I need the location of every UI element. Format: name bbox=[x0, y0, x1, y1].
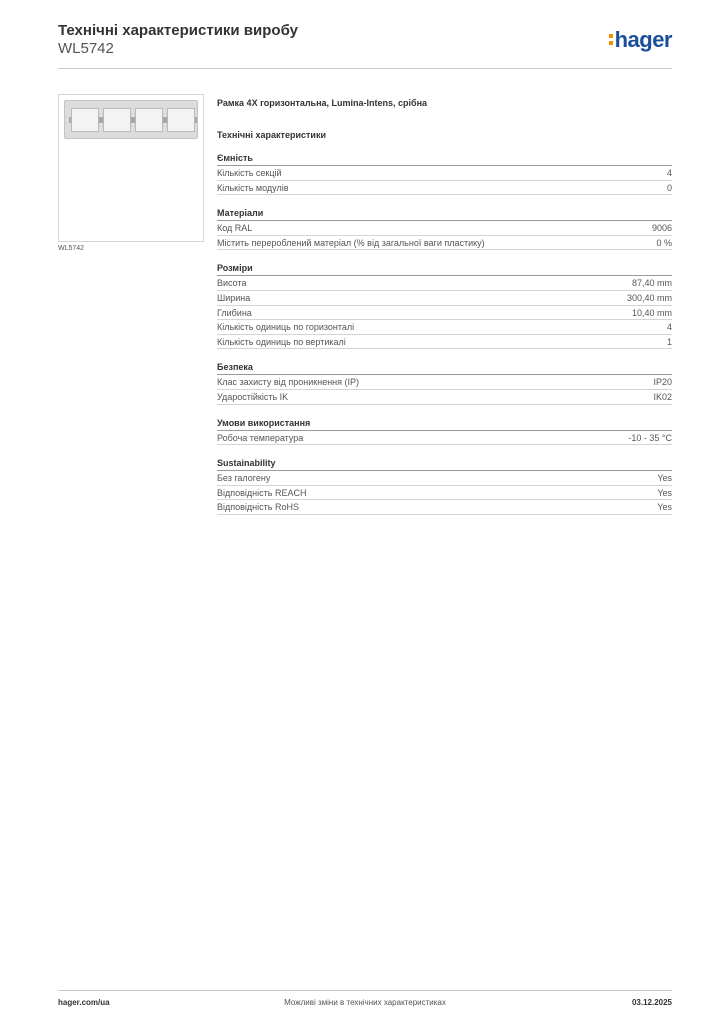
spec-row bbox=[217, 181, 672, 196]
spec-row bbox=[217, 320, 672, 335]
spec-label: Кількість секцій bbox=[217, 168, 282, 178]
spec-label: Ширина bbox=[217, 292, 251, 303]
spec-value: Yes bbox=[657, 473, 672, 484]
header-divider bbox=[58, 68, 672, 69]
footer-divider bbox=[58, 990, 672, 991]
spec-label: Ударостійкість IK bbox=[217, 391, 289, 402]
spec-row bbox=[217, 221, 672, 236]
spec-label: Відповідність REACH bbox=[217, 487, 307, 498]
spec-section bbox=[217, 207, 672, 250]
spec-label: Клас захисту від проникнення (IP) bbox=[217, 377, 360, 388]
section-title: Ємність bbox=[217, 152, 672, 166]
spec-content bbox=[217, 96, 672, 515]
spec-value: 4 bbox=[666, 168, 672, 178]
specs-heading: Технічні характеристики bbox=[217, 130, 326, 140]
spec-section bbox=[217, 457, 672, 515]
logo-text: hager bbox=[614, 27, 672, 52]
spec-section bbox=[217, 361, 672, 404]
spec-label: Кількість модулів bbox=[217, 182, 289, 193]
footer-website-link[interactable]: hager.com/ua bbox=[58, 998, 110, 1007]
frame-cell bbox=[71, 108, 99, 132]
spec-value: 87,40 mm bbox=[631, 278, 672, 289]
spec-row bbox=[217, 236, 672, 251]
spec-label: Робоча температура bbox=[217, 432, 304, 443]
page-footer bbox=[58, 998, 672, 1010]
spec-row bbox=[217, 500, 672, 515]
spec-value: 4 bbox=[666, 322, 672, 333]
spec-row bbox=[217, 291, 672, 306]
spec-value: Yes bbox=[657, 502, 672, 513]
spec-row bbox=[217, 375, 672, 390]
spec-row bbox=[217, 166, 672, 181]
section-title: Умови використання bbox=[217, 417, 672, 431]
spec-label: Глибина bbox=[217, 307, 252, 318]
spec-value: 9006 bbox=[651, 223, 672, 234]
footer-date: 03.12.2025 bbox=[631, 998, 672, 1007]
hager-logo bbox=[609, 27, 672, 53]
spec-section bbox=[217, 152, 672, 195]
spec-row bbox=[217, 471, 672, 486]
spec-row bbox=[217, 486, 672, 501]
footer-disclaimer: Можливі зміни в технічних характеристиках bbox=[284, 998, 446, 1007]
spec-row bbox=[217, 335, 672, 350]
spec-value: 0 % bbox=[656, 237, 672, 248]
product-image bbox=[58, 94, 204, 242]
spec-sections bbox=[217, 152, 672, 515]
spec-section bbox=[217, 417, 672, 446]
page-header bbox=[58, 22, 672, 68]
spec-row bbox=[217, 276, 672, 291]
product-code-heading: WL5742 bbox=[58, 40, 114, 57]
frame-cell bbox=[167, 108, 195, 132]
spec-section bbox=[217, 262, 672, 349]
spec-value: 10,40 mm bbox=[631, 307, 672, 318]
spec-value: 300,40 mm bbox=[626, 292, 672, 303]
spec-row bbox=[217, 306, 672, 321]
spec-value: 1 bbox=[666, 336, 672, 347]
spec-label: Код RAL bbox=[217, 223, 253, 234]
section-title: Sustainability bbox=[217, 457, 672, 471]
spec-label: Відповідність RoHS bbox=[217, 502, 299, 513]
section-title: Розміри bbox=[217, 262, 672, 276]
spec-label: Кількість одиниць по вертикалі bbox=[217, 336, 346, 347]
logo-dots-icon bbox=[609, 32, 613, 46]
spec-label: Висота bbox=[217, 278, 247, 289]
product-name: Рамка 4X горизонтальна, Lumina-Intens, срібна bbox=[217, 98, 428, 108]
spec-label: Містить перероблений матеріал (% від загальної ваги пластику) bbox=[217, 237, 485, 248]
spec-row bbox=[217, 390, 672, 405]
spec-row bbox=[217, 431, 672, 446]
image-caption: WL5742 bbox=[58, 245, 85, 252]
spec-value: -10 - 35 °C bbox=[628, 432, 672, 443]
section-title: Матеріали bbox=[217, 207, 672, 221]
frame-cell bbox=[135, 108, 163, 132]
spec-value: Yes bbox=[657, 487, 672, 498]
spec-value: 0 bbox=[666, 182, 672, 193]
frame-picture-icon bbox=[64, 100, 198, 139]
spec-label: Кількість одиниць по горизонталі bbox=[217, 322, 355, 333]
page-title: Технічні характеристики виробу bbox=[58, 22, 298, 39]
frame-cell bbox=[103, 108, 131, 132]
section-title: Безпека bbox=[217, 361, 672, 375]
spec-value: IP20 bbox=[653, 377, 672, 388]
spec-value: IK02 bbox=[653, 391, 672, 402]
spec-label: Без галогену bbox=[217, 473, 271, 484]
